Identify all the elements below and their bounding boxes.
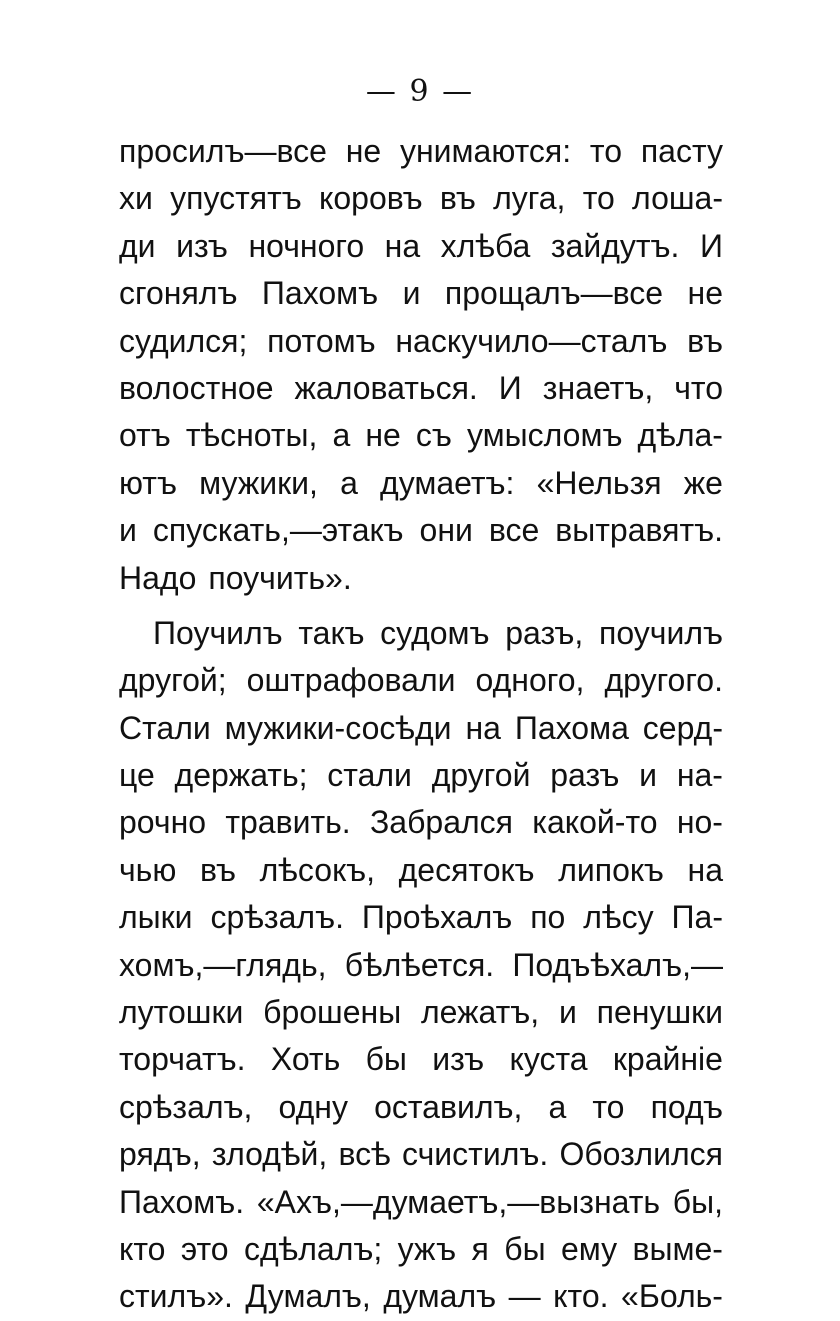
word: Пахомъ. — [119, 1183, 245, 1220]
word: такъ — [298, 614, 365, 651]
word: а — [548, 1088, 567, 1125]
word: подъ — [650, 1088, 723, 1125]
word: лоша- — [632, 180, 723, 217]
word: серд- — [642, 709, 723, 746]
word: коровъ — [318, 180, 423, 217]
text-line — [119, 705, 723, 752]
word: луга, — [493, 180, 566, 217]
word: хомъ,—глядь, — [119, 946, 327, 983]
text-line — [119, 942, 723, 989]
word: кто — [119, 1230, 166, 1267]
word: и — [558, 994, 577, 1031]
word: разъ, — [505, 614, 584, 651]
text-line — [119, 270, 723, 317]
word: же — [683, 464, 723, 501]
word: бы — [365, 1041, 407, 1078]
word: липокъ — [558, 851, 664, 888]
word: — — [508, 1278, 541, 1315]
word: Обозлился — [559, 1136, 723, 1173]
word: це — [119, 757, 155, 794]
word: бы, — [672, 1183, 723, 1220]
page-number: — 9 — — [365, 74, 475, 109]
word: злодѣй, — [211, 1136, 328, 1173]
word: рочно — [119, 804, 207, 841]
text-line — [119, 175, 723, 222]
word: и — [402, 275, 421, 312]
word: наскучило—сталъ — [395, 322, 668, 359]
word: выме- — [632, 1230, 723, 1267]
word: тѣсноты, — [185, 417, 318, 454]
word: оставилъ, — [374, 1088, 523, 1125]
word: Надо — [119, 559, 197, 596]
word: жаловаться. — [294, 369, 478, 406]
word: И — [498, 369, 522, 406]
word: на — [384, 227, 421, 264]
word: разъ — [550, 757, 620, 794]
word: Поучилъ — [153, 614, 283, 651]
word: они — [419, 512, 473, 549]
text-line — [119, 1179, 723, 1226]
word: другой — [431, 757, 531, 794]
body-text — [119, 128, 723, 1321]
word: Па- — [671, 899, 723, 936]
word: одного, — [475, 662, 585, 699]
word: унимаются: — [399, 133, 572, 169]
word: думаетъ: — [380, 464, 515, 501]
word: Пахомъ — [261, 275, 379, 312]
word: зайдутъ. — [550, 227, 680, 264]
word: лежатъ, — [421, 994, 540, 1031]
text-line — [119, 1084, 723, 1131]
word: Подъѣхалъ,— — [512, 946, 723, 983]
word: хлѣба — [440, 227, 531, 264]
word: это — [180, 1230, 229, 1267]
word: умысломъ — [466, 417, 623, 454]
word: изъ — [432, 1041, 485, 1078]
word: другого. — [604, 662, 723, 699]
word: куста — [509, 1041, 588, 1078]
word: крайнiе — [612, 1041, 723, 1078]
word: въ — [687, 322, 723, 359]
word: изъ — [176, 227, 228, 264]
text-line — [119, 128, 723, 175]
word: а — [340, 464, 358, 501]
word: то — [582, 180, 615, 217]
word: потомъ — [267, 322, 376, 359]
text-line — [119, 752, 723, 799]
word: прощалъ—все — [444, 275, 664, 312]
word: судомъ — [380, 614, 490, 651]
word: «Нельзя — [536, 464, 662, 501]
word: счистилъ. — [401, 1136, 549, 1173]
word: травить. — [225, 804, 351, 841]
word: не — [345, 133, 382, 169]
word: ужъ — [397, 1230, 457, 1267]
word: оштрафовали — [246, 662, 456, 699]
word: волостное — [119, 369, 274, 406]
word: мужики, — [199, 464, 318, 501]
word: мужики-сосѣди — [224, 709, 452, 746]
word: ему — [560, 1230, 618, 1267]
word: спускать,—этакъ — [152, 512, 404, 549]
word: Пахома — [514, 709, 629, 746]
word: кто. — [553, 1278, 609, 1315]
word: не — [365, 417, 401, 454]
text-line — [119, 989, 723, 1036]
word: рядъ, — [119, 1136, 201, 1173]
text-line — [119, 460, 723, 507]
word: съ — [415, 417, 452, 454]
word: пенушки — [596, 994, 723, 1031]
word: стилъ». — [119, 1278, 233, 1315]
text-line — [119, 799, 723, 846]
word: дѣла- — [637, 417, 723, 454]
text-line — [119, 1036, 723, 1083]
text-line — [119, 610, 723, 657]
word: лутошки — [119, 994, 244, 1031]
text-line — [119, 1226, 723, 1273]
word: торчатъ. — [119, 1041, 246, 1078]
word: ютъ — [119, 464, 177, 501]
word: сгонялъ — [119, 275, 238, 312]
word: бѣлѣется. — [344, 946, 495, 983]
word: чью — [119, 851, 177, 888]
word: какой-то — [532, 804, 658, 841]
text-line — [119, 1131, 723, 1178]
word: то — [589, 133, 623, 169]
word: поучить». — [208, 559, 352, 596]
word: что — [674, 369, 723, 406]
word: на- — [676, 757, 723, 794]
text-line — [119, 318, 723, 365]
text-line — [119, 847, 723, 894]
word: И — [699, 227, 723, 264]
word: отъ — [119, 417, 171, 454]
word: судился; — [119, 322, 248, 359]
word: на — [687, 851, 723, 888]
word: лѣсокъ, — [259, 851, 375, 888]
word: Думалъ, — [245, 1278, 371, 1315]
word: а — [332, 417, 351, 454]
word: на — [465, 709, 501, 746]
word: сдѣлалъ; — [243, 1230, 383, 1267]
word: ди — [119, 227, 156, 264]
word: и — [639, 757, 658, 794]
word: но- — [676, 804, 723, 841]
word: думалъ — [383, 1278, 497, 1315]
word: по — [530, 899, 566, 936]
text-line — [119, 555, 723, 602]
word: «Ахъ,—думаетъ,—вызнать — [256, 1183, 661, 1220]
word: не — [687, 275, 723, 312]
word: Хоть — [270, 1041, 341, 1078]
word: въ — [439, 180, 476, 217]
text-line — [119, 223, 723, 270]
word: вытравятъ. — [555, 512, 723, 549]
word: пасту — [640, 133, 723, 169]
word: одну — [278, 1088, 348, 1125]
word: я — [471, 1230, 489, 1267]
word: хи — [119, 180, 153, 217]
word: просилъ—все — [119, 133, 327, 169]
text-line — [119, 365, 723, 412]
word: упустятъ — [170, 180, 302, 217]
text-line — [119, 1273, 723, 1320]
word: срѣзалъ, — [119, 1088, 253, 1125]
word: другой; — [119, 662, 227, 699]
word: держать; — [174, 757, 308, 794]
text-line — [119, 507, 723, 554]
word: и — [119, 512, 137, 549]
text-line — [119, 894, 723, 941]
word: ночного — [248, 227, 365, 264]
word: Проѣхалъ — [361, 899, 513, 936]
word: всѣ — [338, 1136, 391, 1173]
word: «Боль- — [621, 1278, 723, 1315]
word: Стали — [119, 709, 211, 746]
word: бы — [504, 1230, 546, 1267]
word: Забрался — [369, 804, 513, 841]
word: все — [488, 512, 540, 549]
word: десятокъ — [398, 851, 535, 888]
word: стали — [327, 757, 412, 794]
word: знаетъ, — [542, 369, 654, 406]
word: брошены — [263, 994, 402, 1031]
word: лыки — [119, 899, 193, 936]
text-line — [119, 412, 723, 459]
word: срѣзалъ. — [210, 899, 344, 936]
word: въ — [200, 851, 236, 888]
word: лѣсу — [583, 899, 654, 936]
paragraph-gap — [119, 602, 723, 610]
word: то — [592, 1088, 625, 1125]
word: поучилъ — [599, 614, 723, 651]
text-line — [119, 657, 723, 704]
